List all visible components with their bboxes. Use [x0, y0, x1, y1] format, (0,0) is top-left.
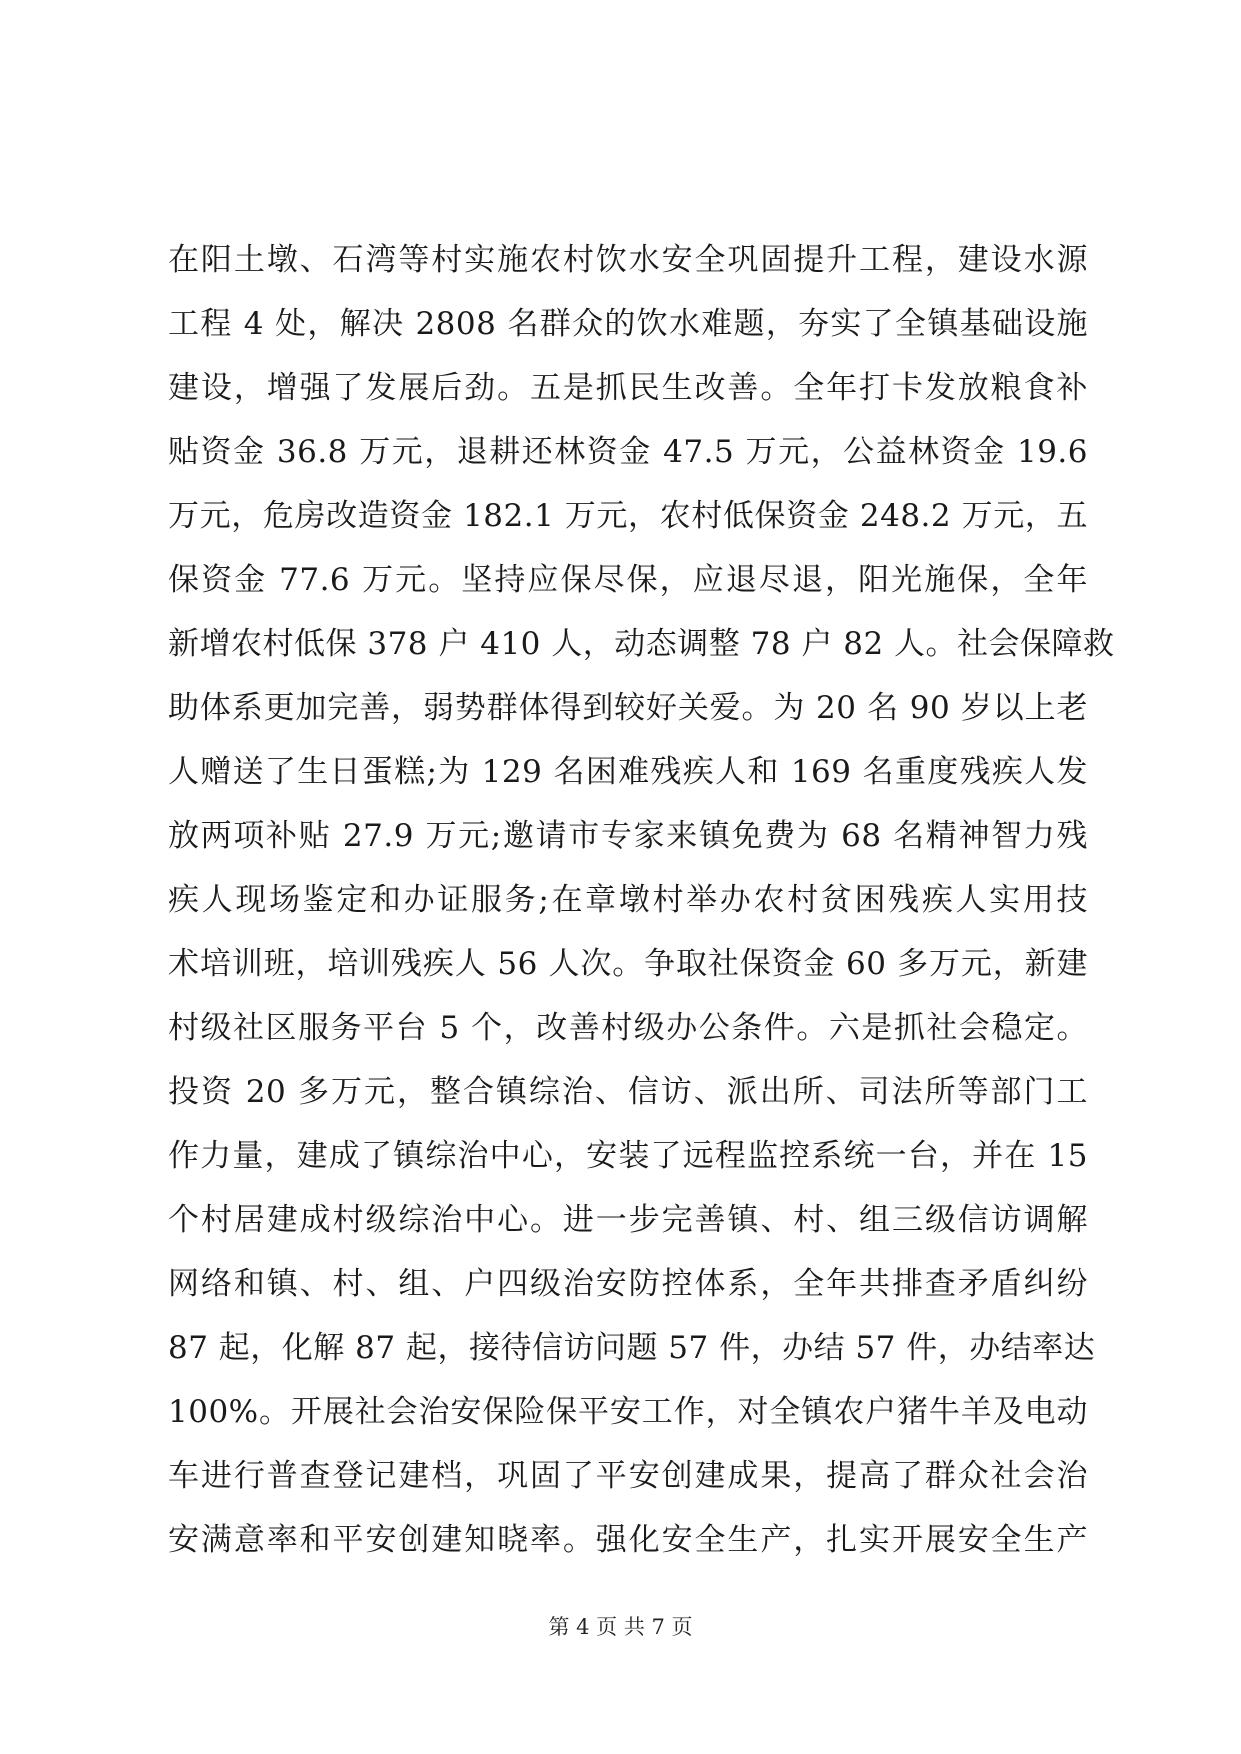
- text-line: 个村居建成村级综治中心。进一步完善镇、村、组三级信访调解: [168, 1202, 1088, 1238]
- text-line: 安满意率和平安创建知晓率。强化安全生产，扎实开展安全生产: [168, 1522, 1088, 1558]
- text-line: 在阳土墩、石湾等村实施农村饮水安全巩固提升工程，建设水源: [168, 242, 1088, 278]
- text-line: 投资 20 多万元，整合镇综治、信访、派出所、司法所等部门工: [168, 1074, 1088, 1110]
- text-line: 助体系更加完善，弱势群体得到较好关爱。为 20 名 90 岁以上老: [168, 690, 1088, 726]
- text-line: 100%。开展社会治安保险保平安工作，对全镇农户猪牛羊及电动: [168, 1394, 1088, 1430]
- text-line: 作力量，建成了镇综治中心，安装了远程监控系统一台，并在 15: [168, 1138, 1088, 1174]
- page-footer: 第 4 页 共 7 页: [548, 1615, 693, 1639]
- body-text: [168, 228, 1115, 1572]
- text-line: 建设，增强了发展后劲。五是抓民生改善。全年打卡发放粮食补: [168, 370, 1088, 406]
- text-line: 放两项补贴 27.9 万元;邀请市专家来镇免费为 68 名精神智力残: [168, 818, 1088, 854]
- text-line: 保资金 77.6 万元。坚持应保尽保，应退尽退，阳光施保，全年: [168, 562, 1088, 598]
- text-line: 术培训班，培训残疾人 56 人次。争取社保资金 60 多万元，新建: [168, 946, 1088, 982]
- text-line: 贴资金 36.8 万元，退耕还林资金 47.5 万元，公益林资金 19.6: [168, 434, 1088, 470]
- text-line: 新增农村低保 378 户 410 人，动态调整 78 户 82 人。社会保障救: [168, 626, 1115, 662]
- text-line: 87 起，化解 87 起，接待信访问题 57 件，办结 57 件，办结率达: [168, 1330, 1096, 1366]
- text-line: 工程 4 处，解决 2808 名群众的饮水难题，夯实了全镇基础设施: [168, 306, 1088, 342]
- text-line: 疾人现场鉴定和办证服务;在章墩村举办农村贫困残疾人实用技: [168, 882, 1088, 918]
- text-line: 万元，危房改造资金 182.1 万元，农村低保资金 248.2 万元，五: [168, 498, 1088, 534]
- text-line: 网络和镇、村、组、户四级治安防控体系，全年共排查矛盾纠纷: [168, 1266, 1088, 1302]
- text-line: 村级社区服务平台 5 个，改善村级办公条件。六是抓社会稳定。: [168, 1010, 1088, 1046]
- text-line: 人赠送了生日蛋糕;为 129 名困难残疾人和 169 名重度残疾人发: [168, 754, 1088, 790]
- text-line: 车进行普查登记建档，巩固了平安创建成果，提高了群众社会治: [168, 1458, 1088, 1494]
